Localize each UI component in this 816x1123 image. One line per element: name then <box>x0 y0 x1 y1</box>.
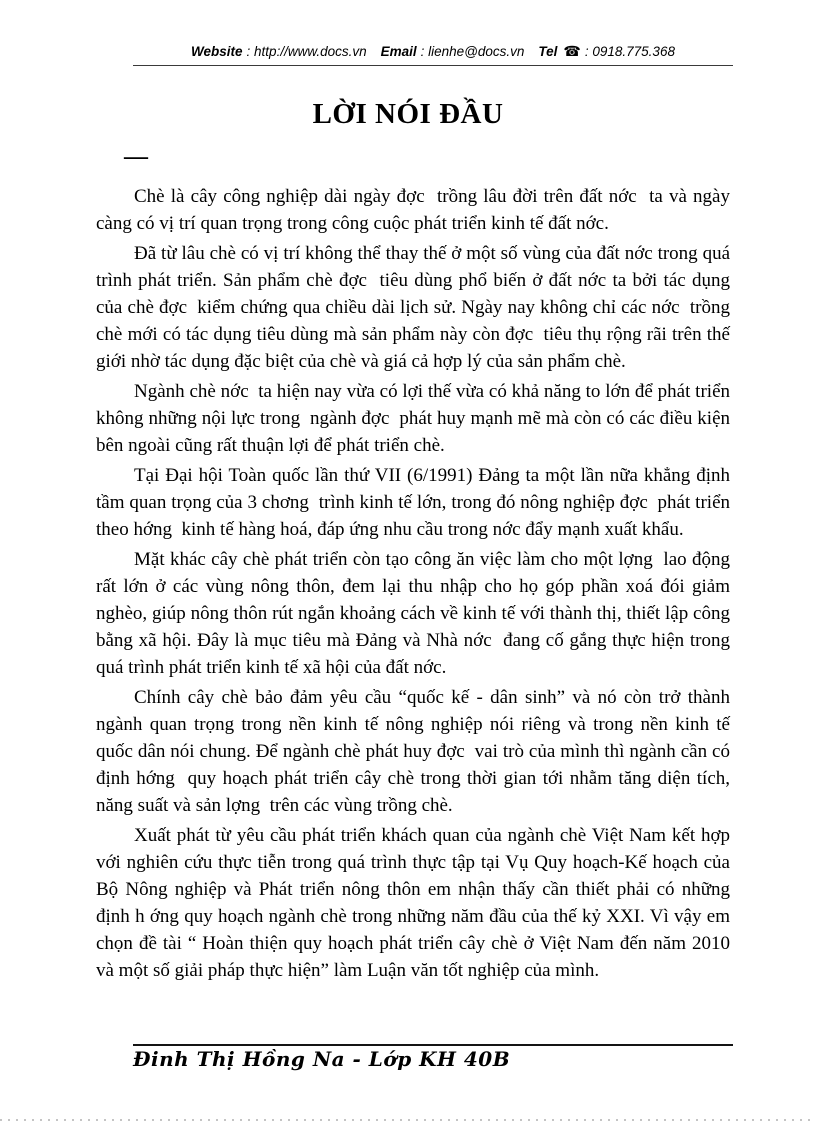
page-header <box>133 42 733 66</box>
paragraph: Đã từ lâu chè có vị trí không thể thay thế ở một số vùng của đất nớc trong quá trình phát triển. Sản phẩm chè đợc tiêu dùng phổ biến ở đất nớc ta bởi tác dụng của chè đợc kiểm chứng qua chiều dài lịch sử. Ngày nay không chỉ các nớc trồng chè mới có tác dụng tiêu dùng mà sản phẩm này còn đợc tiêu thụ rộng rãi trên thế giới nhờ tác dụng đặc biệt của chè và giá cả hợp lý của sản phẩm chè. <box>96 243 735 372</box>
paragraph: Chè là cây công nghiệp dài ngày đợc trồng lâu đời trên đất nớc ta và ngày càng có vị trí quan trọng trong công cuộc phát triển kinh tế đất nớc. <box>96 186 735 234</box>
bottom-dotted-rule <box>0 1119 816 1121</box>
page-footer <box>133 1044 733 1071</box>
paragraph: Xuất phát từ yêu cầu phát triển khách quan của ngành chè Việt Nam kết hợp với nghiên cứu thực tiễn trong quá trình thực tập tại Vụ Quy hoạch-Kế hoạch của Bộ Nông nghiệp và Phát triển nông thôn em nhận thấy cần thiết phải có những định h ớng quy hoạch ngành chè trong những năm đầu của thế kỷ XXI. Vì vậy em chọn đề tài “ Hoàn thiện quy hoạch phát triển cây chè ở Việt Nam đến năm 2010 và một số giải pháp thực hiện” làm Luận văn tốt nghiệp của mình. <box>96 825 735 981</box>
paragraph: Chính cây chè bảo đảm yêu cầu “quốc kế - dân sinh” và nó còn trở thành ngành quan trọng trong nền kinh tế nông nghiệp nói riêng và trong nền kinh tế quốc dân nói chung. Để ngành chè phát huy đợc vai trò của mình thì ngành cần có định hớng quy hoạch phát triển cây chè trong thời gian tới nhằm tăng diện tích, năng suất và sản lợng trên các vùng trồng chè. <box>96 687 735 816</box>
title-separator: — <box>124 144 146 170</box>
website-url: : http://www.docs.vn <box>246 44 367 59</box>
document-body <box>96 183 735 987</box>
paragraph: Ngành chè nớc ta hiện nay vừa có lợi thế vừa có khả năng to lớn để phát triển không những nội lực trong ngành đợc phát huy mạnh mẽ mà còn có các điều kiện bên ngoài cũng rất thuận lợi để phát triển chè. <box>96 381 735 456</box>
email-label: Email <box>380 44 417 59</box>
tel-number: : 0918.775.368 <box>584 44 675 59</box>
page-title: LỜI NÓI ĐẦU <box>312 98 504 130</box>
phone-icon: ☎ <box>563 43 581 59</box>
author-signature: Đinh Thị Hồng Na - Lớp KH 40B <box>133 1047 511 1071</box>
tel-label: Tel <box>538 44 558 59</box>
paragraph: Mặt khác cây chè phát triển còn tạo công ăn việc làm cho một lợng lao động rất lớn ở các vùng nông thôn, đem lại thu nhập cho họ góp phần xoá đói giảm nghèo, giúp nông thôn rút ngắn khoảng cách về kinh tế với thành thị, thiết lập công bằng xã hội. Đây là mục tiêu mà Đảng và Nhà nớc đang cố gắng thực hiện trong quá trình phát triển kinh tế xã hội của đất nớc. <box>96 549 735 678</box>
website-label: Website <box>191 44 243 59</box>
email-address: : lienhe@docs.vn <box>420 44 525 59</box>
paragraph: Tại Đại hội Toàn quốc lần thứ VII (6/1991) Đảng ta một lần nữa khẳng định tầm quan trọng của 3 chơng trình kinh tế lớn, trong đó nông nghiệp đợc phát triển theo hớng kinh tế hàng hoá, đáp ứng nhu cầu trong nớc đẩy mạnh xuất khẩu. <box>96 465 735 540</box>
